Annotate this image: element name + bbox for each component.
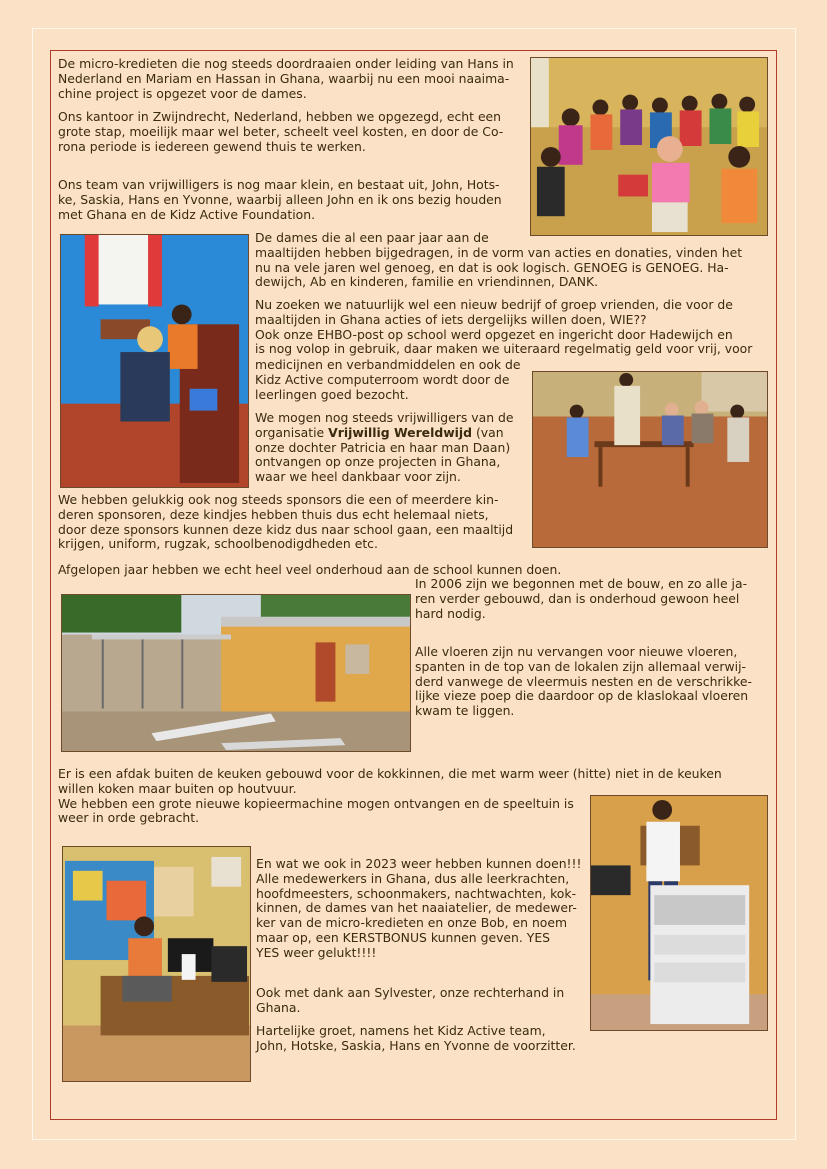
paragraph-ladies-meals: De dames die al een paar jaar aan de maaltijden hebben bijgedragen, in de vorm van acties en donaties, vinden het nu na vele jaren wel genoeg, en dat is ook logisch. GENOEG is GENOEG. Ha- dewijch, Ab en kinderen, familie en vriendinnen, DANK.: [255, 230, 743, 290]
paragraph-kitchen-shelter: Er is een afdak buiten de keuken gebouwd voor de kokkinnen, die met warm weer (hitte) niet in de keuken willen koken maar buiten op houtvuur. We hebben een grote nieuwe kopieermachine mogen ontvangen en de speeltuin is weer in orde gebracht.: [58, 766, 722, 826]
paragraph-maintenance: Afgelopen jaar hebben we echt heel veel onderhoud aan de school kunnen doen.: [58, 562, 562, 577]
paragraph-volunteer-team: Ons team van vrijwilligers is nog maar klein, en bestaat uit, John, Hots- ke, Saskia, Hans en Yvonne, waarbij alleen John en ik ons bezig houden met Ghana en de Kidz Active Foundation.: [58, 177, 502, 222]
paragraph-closing-greeting: Hartelijke groet, namens het Kidz Active team, John, Hotske, Saskia, Hans en Yvonne de voorzitter.: [256, 1023, 576, 1053]
paragraph-volunteers-text-end: (van onze dochter Patricia en haar man Daan) ontvangen op onze projecten in Ghana, waar we heel dankbaar voor zijn.: [255, 424, 511, 485]
paragraph-new-floors: Alle vloeren zijn nu vervangen voor nieuwe vloeren, spanten in de top van de lokalen zijn allemaal verwij- derd vanwege de vleermuis nesten en de verschrikke- lijke vieze poep die daardoor op de klaslokaal vloeren kwam te liggen.: [415, 644, 752, 719]
photo-women-group-meeting: [530, 57, 768, 236]
paragraph-office: Ons kantoor in Zwijndrecht, Nederland, hebben we opgezegd, echt een grote stap, moeilijk maar wel beter, scheelt veel kosten, en door de Co- rona periode is iedereen gewend thuis te werken.: [58, 109, 504, 154]
paragraph-thanks-sylvester: Ook met dank aan Sylvester, onze rechterhand in Ghana.: [256, 985, 565, 1015]
paragraph-volunteers-worldwide: [255, 411, 513, 485]
paragraph-volunteers-text-start: We mogen nog steeds vrijwilligers van de organisatie: [255, 410, 514, 440]
paragraph-sponsors: We hebben gelukkig ook nog steeds sponsors die een of meerdere kin- deren sponsoren, deze kindjes hebben thuis dus echt helemaal niets, door deze sponsors kunnen deze kidz dus naar school gaan, een maaltijd krijgen, uniform, rugzak, schoolbenodigdheden etc.: [58, 492, 514, 552]
paragraph-new-sponsors: Nu zoeken we natuurlijk wel een nieuw bedrijf of groep vrienden, die voor de maaltijden in Ghana acties of iets dergelijks willen doen, WIE?? Ook onze EHBO-post op school werd opgezet en ingericht door Hadewijch en is nog volop in gebruik, daar maken we uiteraard regelmatig geld voor vrij, voor: [255, 297, 753, 357]
photo-outdoor-meeting: [532, 371, 768, 548]
paragraph-construction-2006: In 2006 zijn we begonnen met de bouw, en zo alle ja- ren verder gebouwd, dan is onderhoud gewoon heel hard nodig.: [415, 576, 748, 621]
paragraph-micro-credits: De micro-kredieten die nog steeds doordraaien onder leiding van Hans in Nederland en Mariam en Hassan in Ghana, waarbij nu een mooi naaima- chine project is opgezet voor de dames.: [58, 56, 514, 101]
photo-school-maintenance: [61, 594, 411, 752]
paragraph-christmas-bonus: En wat we ook in 2023 weer hebben kunnen doen!!! Alle medewerkers in Ghana, dus alle leerkrachten, hoofdmeesters, schoonmakers, nachtwachten, kok- kinnen, de dames van het naaiatelier, de medewer- ker van de micro-kredieten en onze Bob, en noem maar op, een KERSTBONUS kunnen geven. YES YES weer gelukt!!!!: [256, 856, 582, 960]
photo-computer-office: [62, 846, 251, 1082]
photo-first-aid-post: [60, 234, 249, 488]
photo-new-copier: [590, 795, 768, 1031]
organisation-name: Vrijwillig Wereldwijd: [328, 424, 473, 440]
paragraph-medicines: medicijnen en verbandmiddelen en ook de Kidz Active computerroom wordt door de leerlingen goed bezocht.: [255, 357, 521, 402]
